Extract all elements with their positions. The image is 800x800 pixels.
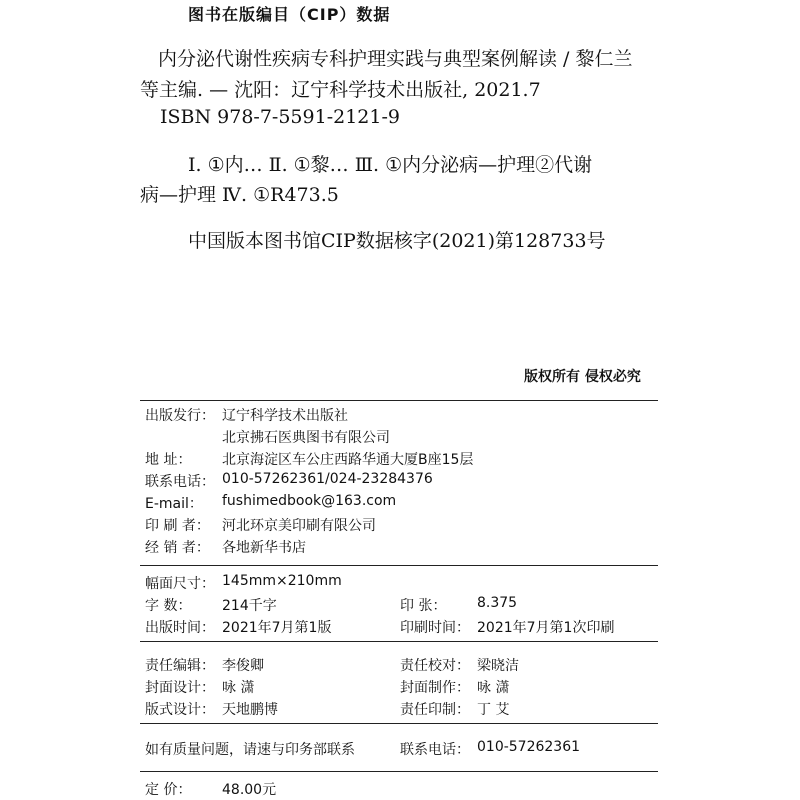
print-supervisor-label: 责任印制：	[400, 702, 470, 718]
pub-time-label: 出版时间：	[145, 620, 215, 636]
cip-classification-line-2: 病—护理 Ⅳ. ①R473.5	[140, 184, 339, 206]
address-value: 北京海淀区车公庄西路华通大厦B座15层	[222, 452, 474, 468]
cip-book-line-2: 等主编. — 沈阳：辽宁科学技术出版社, 2021.7	[140, 79, 541, 101]
print-supervisor-value: 丁 艾	[477, 702, 510, 718]
print-time-value: 2021年7月第1次印刷	[477, 620, 615, 636]
distributor-value: 各地新华书店	[222, 540, 306, 556]
layout-design-label: 版式设计：	[145, 702, 215, 718]
editor-value: 李俊卿	[222, 658, 264, 674]
email-value: fushimedbook@163.com	[222, 493, 397, 509]
quality-phone-value: 010-57262361	[477, 739, 581, 755]
email-label: E-mail：	[145, 496, 203, 512]
divider-top	[140, 400, 658, 401]
sheets-label: 印 张：	[400, 598, 447, 614]
printer-label: 印 刷 者：	[145, 518, 210, 534]
word-count-label: 字 数：	[145, 598, 192, 614]
sheets-value: 8.375	[477, 595, 518, 611]
price-value: 48.00元	[222, 782, 277, 798]
distributor-label: 经 销 者：	[145, 540, 210, 556]
publisher-value-2: 北京拂石医典图书有限公司	[222, 430, 390, 446]
cip-isbn: ISBN 978-7-5591-2121-9	[160, 106, 400, 128]
cover-design-label: 封面设计：	[145, 680, 215, 696]
cip-title: 图书在版编目（CIP）数据	[188, 5, 391, 24]
editor-label: 责任编辑：	[145, 658, 215, 674]
pub-time-value: 2021年7月第1版	[222, 620, 332, 636]
divider-3	[140, 641, 658, 642]
price-label: 定 价：	[145, 782, 192, 798]
publisher-label: 出版发行：	[145, 408, 215, 424]
phone-value: 010-57262361/024-23284376	[222, 471, 433, 487]
cip-classification-line-1: Ⅰ. ①内… Ⅱ. ①黎… Ⅲ. ①内分泌病—护理②代谢	[188, 154, 593, 176]
divider-4	[140, 723, 658, 724]
quality-phone-label: 联系电话：	[400, 742, 470, 758]
cover-production-label: 封面制作：	[400, 680, 470, 696]
cip-record-number: 中国版本图书馆CIP数据核字(2021)第128733号	[188, 230, 606, 252]
cover-production-value: 咏 潇	[477, 680, 510, 696]
print-time-label: 印刷时间：	[400, 620, 470, 636]
size-value: 145mm×210mm	[222, 573, 342, 589]
rights-notice: 版权所有 侵权必究	[524, 369, 641, 385]
publisher-value: 辽宁科学技术出版社	[222, 408, 348, 424]
divider-2	[140, 565, 658, 566]
cip-book-line-1: 内分泌代谢性疾病专科护理实践与典型案例解读 / 黎仁兰	[158, 48, 633, 70]
proofreader-label: 责任校对：	[400, 658, 470, 674]
proofreader-value: 梁晓洁	[477, 658, 519, 674]
phone-label: 联系电话：	[145, 474, 215, 490]
divider-5	[140, 771, 658, 772]
quality-note: 如有质量问题，请速与印务部联系	[145, 742, 355, 758]
size-label: 幅面尺寸：	[145, 576, 215, 592]
printer-value: 河北环京美印刷有限公司	[222, 518, 376, 534]
layout-design-value: 天地鹏博	[222, 702, 278, 718]
address-label: 地 址：	[145, 452, 192, 468]
cover-design-value: 咏 潇	[222, 680, 255, 696]
word-count-value: 214千字	[222, 598, 277, 614]
